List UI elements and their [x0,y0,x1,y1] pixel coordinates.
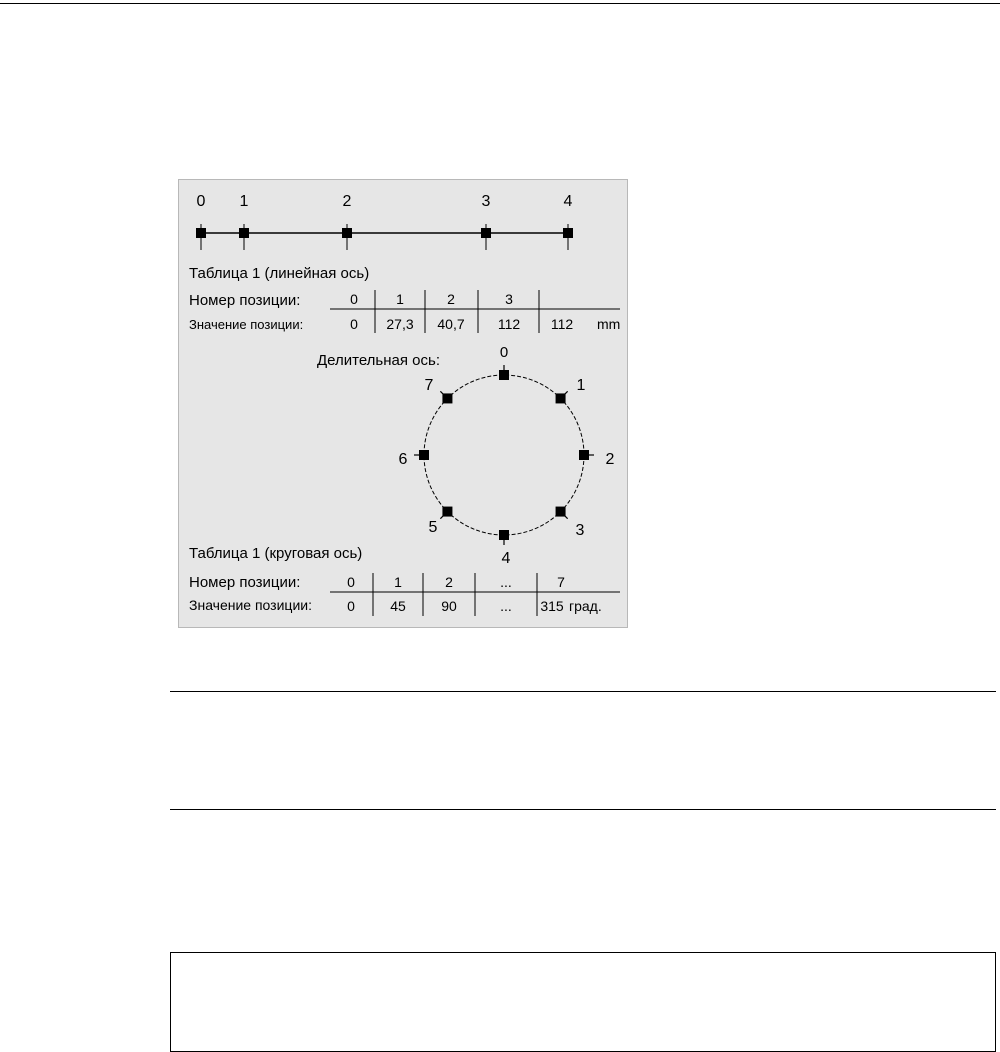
linear-position-marker [481,228,491,238]
linear-axis-diagram [196,193,573,250]
rotary-row-label-number: Номер позиции: [189,574,301,591]
rotary-position-label-1: 1 [576,377,586,394]
linear-number-cell: 2 [447,291,455,307]
rotary-position-label-5: 5 [428,519,438,536]
rotary-axis-diagram [317,344,615,567]
rotary-position-label-3: 3 [575,522,585,539]
linear-value-cell: 112 [497,316,521,332]
rotary-position-table [189,545,620,616]
rotary-position-marker [442,393,452,403]
rotary-value-cell: 0 [347,598,355,614]
rotary-table-title: Таблица 1 (круговая ось) [189,545,363,562]
figure-canvas [179,180,629,629]
linear-position-label-1: 1 [239,193,249,210]
linear-unit-label: mm [597,316,621,332]
linear-position-marker [563,228,573,238]
linear-position-label-0: 0 [196,193,206,210]
linear-number-cell: 1 [396,291,404,307]
rotary-row-label-value: Значение позиции: [189,597,312,613]
linear-value-cell: 27,3 [386,316,414,332]
linear-position-label-2: 2 [342,193,352,210]
rotary-position-marker [442,507,452,517]
rotary-position-marker [556,507,566,517]
linear-position-label-4: 4 [563,193,573,210]
rotary-value-cell: ... [500,598,512,614]
rotary-position-label-6: 6 [398,451,408,468]
rotary-position-marker [556,393,566,403]
rotary-number-cell: 1 [394,574,402,590]
section-rule-top [170,691,996,692]
rotary-position-marker [499,530,509,540]
linear-value-cell: 112 [550,316,574,332]
linear-row-label-value: Значение позиции: [189,317,304,332]
linear-table-title: Таблица 1 (линейная ось) [189,265,370,282]
rotary-number-cell: 2 [445,574,453,590]
section-rule-bottom [170,809,996,810]
linear-position-label-3: 3 [481,193,491,210]
rotary-number-cell: 7 [557,574,565,590]
linear-value-cell: 0 [350,316,358,332]
linear-value-cell: 40,7 [437,316,465,332]
rotary-position-marker [419,450,429,460]
rotary-position-label-0: 0 [499,344,509,361]
top-rule [0,3,1000,4]
linear-position-marker [196,228,206,238]
note-box [170,952,996,1052]
rotary-position-marker [579,450,589,460]
rotary-position-label-4: 4 [501,550,511,567]
rotary-number-cell: 0 [347,574,355,590]
rotary-value-cell: 90 [441,598,457,614]
axis-positions-figure [178,179,628,628]
linear-number-cell: 0 [350,291,358,307]
linear-position-marker [239,228,249,238]
rotary-position-marker [499,370,509,380]
linear-position-marker [342,228,352,238]
rotary-unit-label: град. [569,598,602,614]
linear-number-cell: 3 [505,291,513,307]
rotary-value-cell: 315 [540,598,564,614]
rotary-axis-caption: Делительная ось: [317,352,440,369]
rotary-number-cell: ... [500,574,512,590]
rotary-position-label-2: 2 [605,451,615,468]
rotary-position-label-7: 7 [424,377,434,394]
linear-position-table [189,265,620,333]
rotary-value-cell: 45 [390,598,406,614]
linear-row-label-number: Номер позиции: [189,292,301,309]
